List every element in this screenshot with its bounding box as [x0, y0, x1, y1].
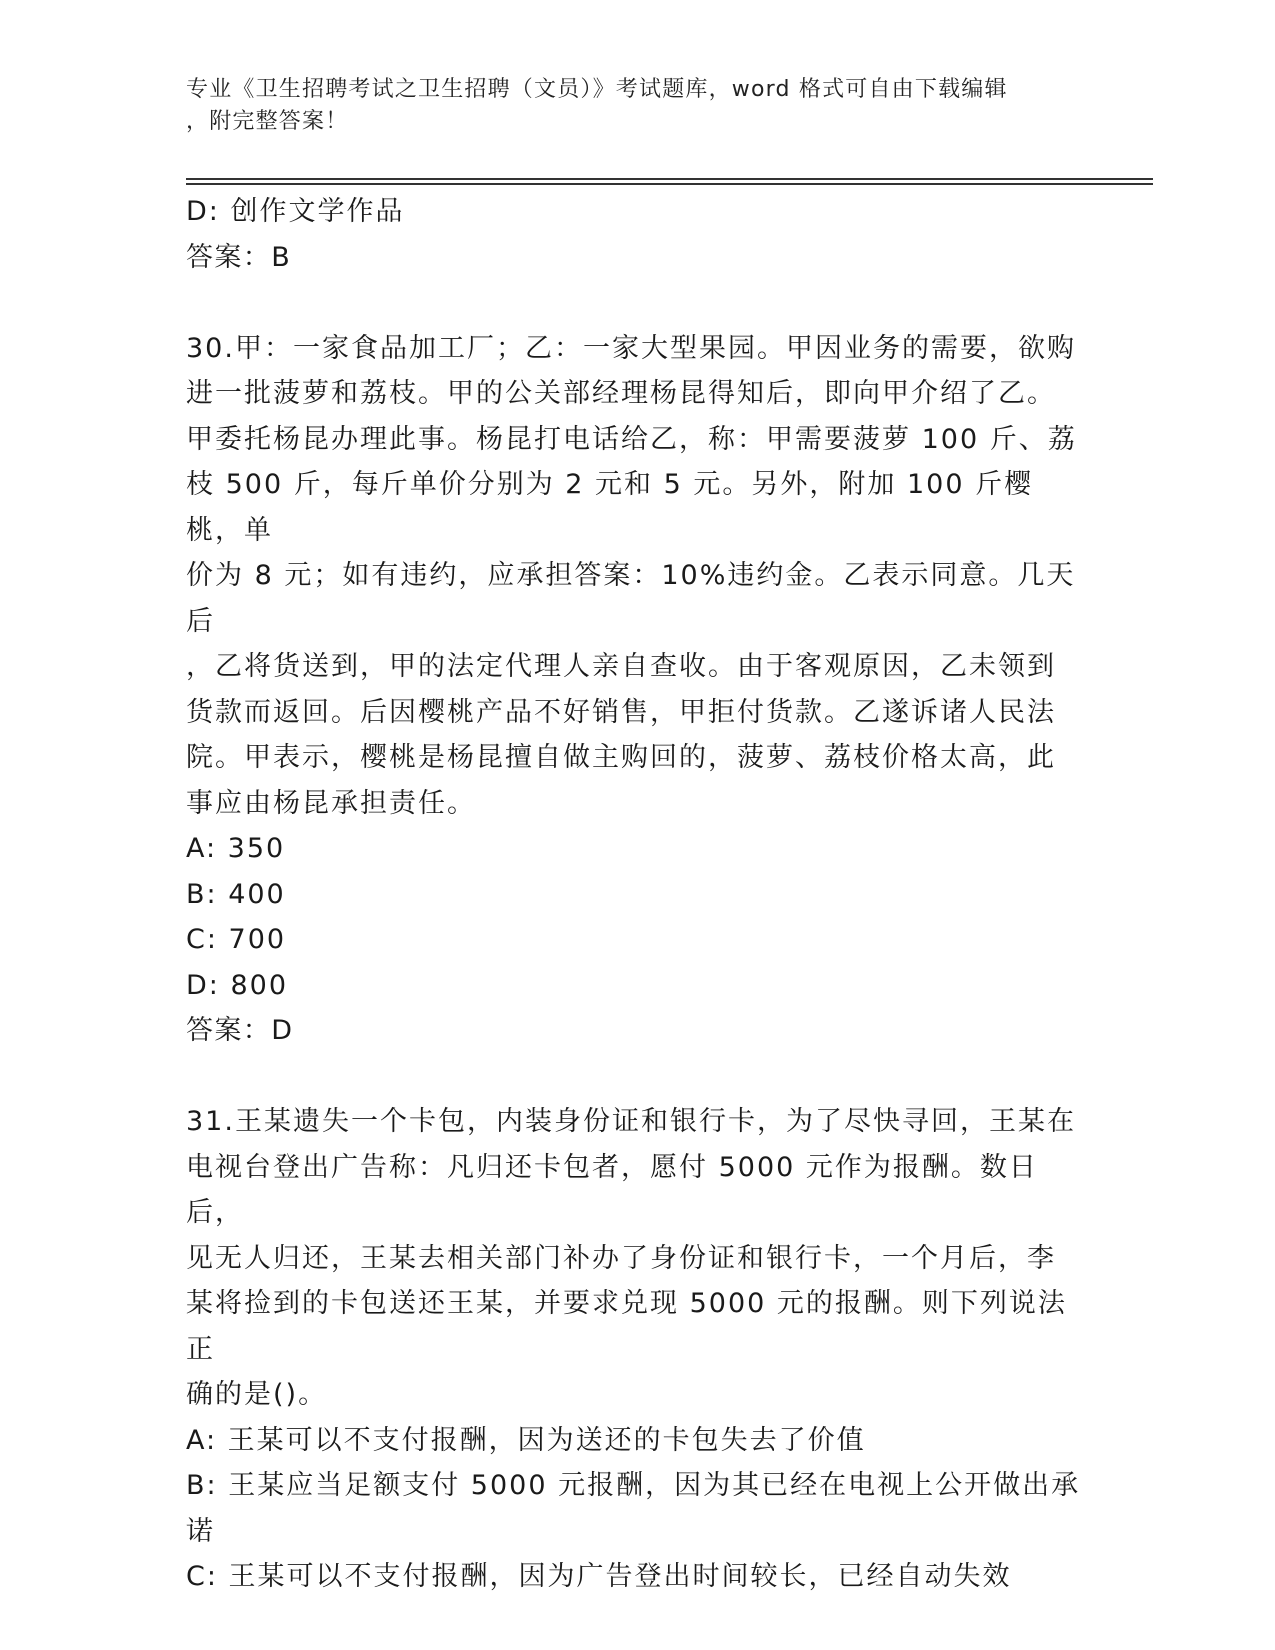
question-30-line: 货款而返回。后因樱桃产品不好销售，甲拒付货款。乙遂诉诸人民法: [186, 696, 1056, 728]
question-30-line: ，乙将货送到，甲的法定代理人亲自查收。由于客观原因，乙未领到: [186, 651, 1056, 682]
question-31-option-b: B: 王某应当足额支付 5000 元报酬，因为其已经在电视上公开做出承: [186, 1470, 1081, 1501]
question-30-line: 进一批菠萝和荔枝。甲的公关部经理杨昆得知后，即向甲介绍了乙。: [186, 378, 1056, 409]
question-31-line: 见无人归还，王某去相关部门补办了身份证和银行卡，一个月后，李: [186, 1242, 1056, 1274]
question-31-line: 31.王某遗失一个卡包，内装身份证和银行卡，为了尽快寻回，王某在: [186, 1106, 1076, 1137]
header-line-2: ，附完整答案！: [186, 109, 349, 134]
question-31-line: 某将捡到的卡包送还王某，并要求兑现 5000 元的报酬。则下列说法正: [186, 1288, 1067, 1365]
header-divider-bottom: [186, 183, 1153, 185]
question-30-answer: 答案：D: [186, 1015, 294, 1046]
header-line-1: 专业《卫生招聘考试之卫生招聘（文员）》考试题库，word 格式可自由下载编辑: [186, 77, 1008, 102]
question-30-line: 枝 500 斤，每斤单价分别为 2 元和 5 元。另外，附加 100 斤樱桃，单: [186, 469, 1034, 546]
question-31-line: 电视台登出广告称：凡归还卡包者，愿付 5000 元作为报酬。数日后，: [186, 1151, 1038, 1228]
spacer: [186, 1054, 1086, 1100]
question-30-option-a: A: 350: [186, 833, 286, 864]
question-30-option-d: D: 800: [186, 969, 289, 1001]
question-31-option-a: A: 王某可以不支付报酬，因为送还的卡包失去了价值: [186, 1424, 866, 1456]
question-30-line: 价为 8 元；如有违约，应承担答案：10%违约金。乙表示同意。几天后: [186, 560, 1076, 637]
question-30-line: 30.甲：一家食品加工厂；乙：一家大型果园。甲因业务的需要，欲购: [186, 332, 1076, 364]
question-30-option-c: C: 700: [186, 924, 287, 955]
header-divider-top: [186, 178, 1153, 180]
question-31: [186, 1099, 1086, 1600]
question-30-option-b: B: 400: [186, 878, 286, 910]
question-30: [186, 326, 1086, 1054]
question-30-line: 院。甲表示，樱桃是杨昆擅自做主购回的，菠萝、荔枝价格太高，此: [186, 742, 1056, 773]
document-body: [186, 189, 1086, 1600]
previous-question-option-d: D: 创作文学作品: [186, 196, 405, 227]
document-header: [186, 74, 1066, 138]
question-31-option-c: C: 王某可以不支付报酬，因为广告登出时间较长，已经自动失效: [186, 1561, 1012, 1592]
question-30-line: 事应由杨昆承担责任。: [186, 787, 476, 819]
previous-question-answer: 答案：B: [186, 241, 292, 273]
spacer: [186, 280, 1086, 326]
question-30-line: 甲委托杨昆办理此事。杨昆打电话给乙，称：甲需要菠萝 100 斤、荔: [186, 423, 1077, 455]
question-31-line: 确的是()。: [186, 1379, 328, 1410]
question-31-option-b-continued: 诺: [186, 1515, 215, 1547]
